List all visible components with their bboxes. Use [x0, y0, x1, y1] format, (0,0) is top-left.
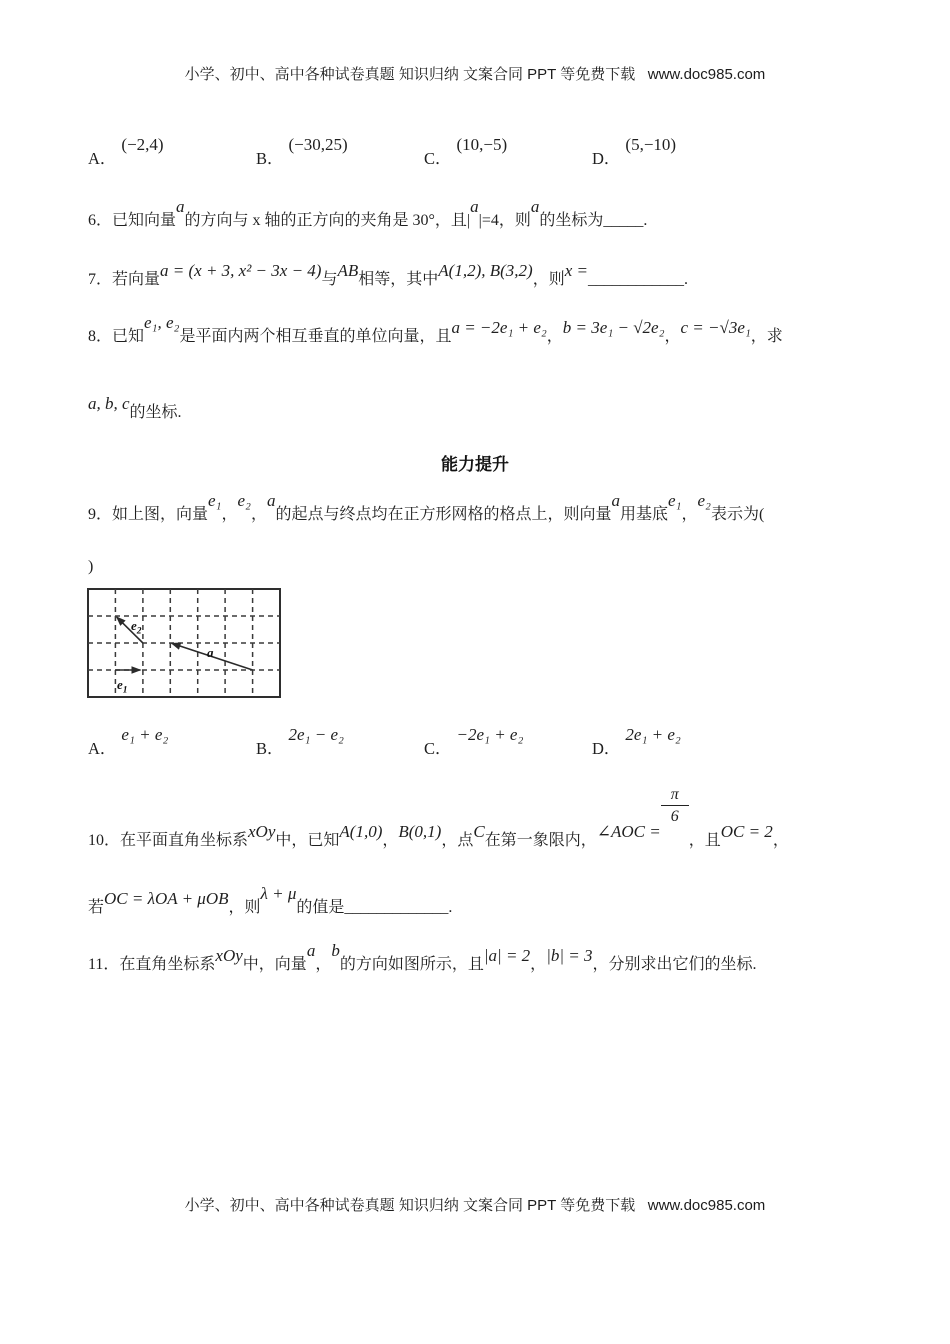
math-point-c: C: [473, 822, 485, 842]
text-run: ): [88, 558, 94, 575]
math-vector-b: b: [331, 941, 340, 960]
math-point-b: B(0,1): [398, 822, 442, 842]
math-oc-equals-2: OC = 2: [720, 822, 773, 842]
math-oc-combination: OC = λOA + μOB: [104, 889, 229, 908]
text-run: 与: [321, 271, 338, 288]
math-e1: e₁: [208, 491, 222, 510]
math-e2: e₂: [697, 491, 711, 510]
math-lambda-plus-mu: λ + μ: [260, 884, 297, 903]
option-label: C．: [424, 149, 452, 168]
section-title-text: 能力提升: [441, 455, 509, 474]
math-vector-a: a: [176, 197, 185, 216]
text-run: 在第一象限内，: [484, 832, 597, 850]
math-a-expression: a = −2e₁ + e₂: [451, 318, 547, 337]
question-5-options: [0, 135, 950, 190]
text-run: 中，向量: [242, 956, 307, 973]
text-run: |=4，则: [478, 212, 531, 229]
question-9-line1: [88, 491, 765, 526]
text-run: ，: [315, 956, 332, 973]
fraction-numerator: π: [670, 786, 679, 803]
option-value: 2e₁ − e₂: [288, 725, 344, 744]
option-label: C．: [424, 739, 452, 758]
text-run: ，: [382, 832, 399, 850]
option-value: (10,−5): [456, 135, 508, 154]
question-11: [88, 941, 757, 976]
text-run: ，点: [441, 832, 474, 850]
question-9-options: [0, 725, 950, 780]
text-run: 是平面内两个相互垂直的单位向量，且: [179, 328, 452, 345]
option-value: −2e₁ + e₂: [456, 725, 524, 744]
math-e1-e2: e₁, e₂: [144, 313, 180, 332]
text-run: ，: [681, 506, 698, 523]
math-b-expression: b = 3e₁ − √2e₂: [562, 318, 665, 337]
blank-line: ____________.: [588, 271, 688, 288]
math-vector-a: a: [611, 491, 620, 510]
option-d: [592, 725, 681, 761]
text-run: 的方向与 x 轴的正方向的夹角是 30°，且|: [184, 212, 471, 229]
option-label: D．: [592, 149, 621, 168]
math-xoy: xOy: [215, 946, 243, 965]
fraction-pi-over-6: [661, 786, 689, 826]
text-run: 相等，其中: [358, 271, 439, 288]
grid-vector-figure: [87, 588, 281, 698]
math-expression: a = (x + 3, x² − 3x − 4): [160, 261, 322, 280]
option-label: A．: [88, 739, 117, 758]
option-b: [256, 725, 344, 761]
option-label: A．: [88, 149, 117, 168]
math-abc: a, b, c: [88, 394, 130, 413]
text-run: 的方向如图所示，且: [339, 956, 484, 973]
option-c: [424, 135, 508, 171]
text-run: ，求: [750, 328, 783, 345]
text-run: ，且: [688, 832, 721, 850]
math-magnitude-a: |a| = 2: [483, 946, 531, 965]
math-vector-a: a: [470, 197, 479, 216]
question-6: [88, 197, 648, 232]
section-title: [0, 454, 950, 477]
text-run: 8．已知: [88, 328, 145, 345]
text-run: ，分别求出它们的坐标.: [592, 956, 757, 973]
text-run: 表示为(: [710, 506, 765, 523]
text-run: ，: [546, 328, 563, 345]
option-b: [256, 135, 348, 171]
math-c-expression: c = −√3e₁: [680, 318, 751, 337]
option-value: e₁ + e₂: [121, 725, 169, 744]
blank-line: 的值是_____________.: [296, 899, 453, 916]
option-value: (5,−10): [625, 135, 677, 154]
option-value: (−30,25): [288, 135, 348, 154]
text-run: ，: [250, 506, 267, 523]
text-run: ，: [221, 506, 238, 523]
question-8-line2: [88, 394, 182, 424]
text-run: 6．已知向量: [88, 212, 177, 229]
text-run: ，: [530, 956, 547, 973]
text-run: ，: [772, 832, 789, 850]
option-label: B．: [256, 739, 284, 758]
option-a: [88, 725, 169, 761]
text-run: 中，已知: [275, 832, 340, 850]
option-c: [424, 725, 524, 761]
math-vector-a: a: [530, 197, 540, 216]
math-x-equals: x =: [564, 261, 588, 280]
text-run: 10．在平面直角坐标系: [88, 832, 249, 850]
vector-a-label: a: [207, 645, 214, 660]
math-vector-a: a: [266, 491, 276, 510]
math-vector-ab: AB: [337, 261, 359, 280]
text-run: 11．在直角坐标系: [88, 956, 216, 973]
math-e2: e₂: [237, 491, 251, 510]
option-label: B．: [256, 149, 284, 168]
page-header: 小学、初中、高中各种试卷真题 知识归纳 文案合同 PPT 等免费下载 www.doc985.com: [184, 66, 766, 83]
text-run: ，则: [228, 899, 261, 916]
question-10-line2: [88, 884, 453, 919]
text-run: ，: [664, 328, 681, 345]
text-run: ，则: [532, 271, 565, 288]
option-d: [592, 135, 677, 171]
text-run: 的坐标为_____.: [539, 212, 648, 229]
option-value: 2e₁ + e₂: [625, 725, 681, 744]
math-e1: e₁: [668, 491, 682, 510]
text-run: 的起点与终点均在正方形网格的格点上，则向量: [275, 506, 612, 523]
option-a: [88, 135, 164, 171]
text-run: 的坐标.: [129, 404, 182, 421]
math-magnitude-b: |b| = 3: [546, 946, 593, 965]
option-label: D．: [592, 739, 621, 758]
option-value: (−2,4): [121, 135, 164, 154]
question-8-line1: [88, 313, 783, 348]
fraction-denominator: 6: [661, 805, 689, 826]
question-9-line2: [88, 556, 93, 578]
math-xoy: xOy: [248, 822, 276, 842]
text-run: 若: [88, 899, 105, 916]
text-run: 7．若向量: [88, 271, 161, 288]
math-points: A(1,2), B(3,2): [438, 261, 533, 280]
question-7: [88, 261, 688, 291]
math-point-a: A(1,0): [339, 822, 383, 842]
text-run: 9．如上图，向量: [88, 506, 209, 523]
vector-e2-label: $e_2$: [131, 618, 142, 637]
page-footer: 小学、初中、高中各种试卷真题 知识归纳 文案合同 PPT 等免费下载 www.doc985.com: [184, 1197, 766, 1214]
question-10-line1: [88, 786, 789, 852]
math-angle-aoc: ∠AOC =: [596, 822, 661, 842]
vector-e1-label: $e_1$: [117, 677, 128, 696]
text-run: 用基底: [620, 506, 669, 523]
math-vector-a: a: [306, 941, 316, 960]
